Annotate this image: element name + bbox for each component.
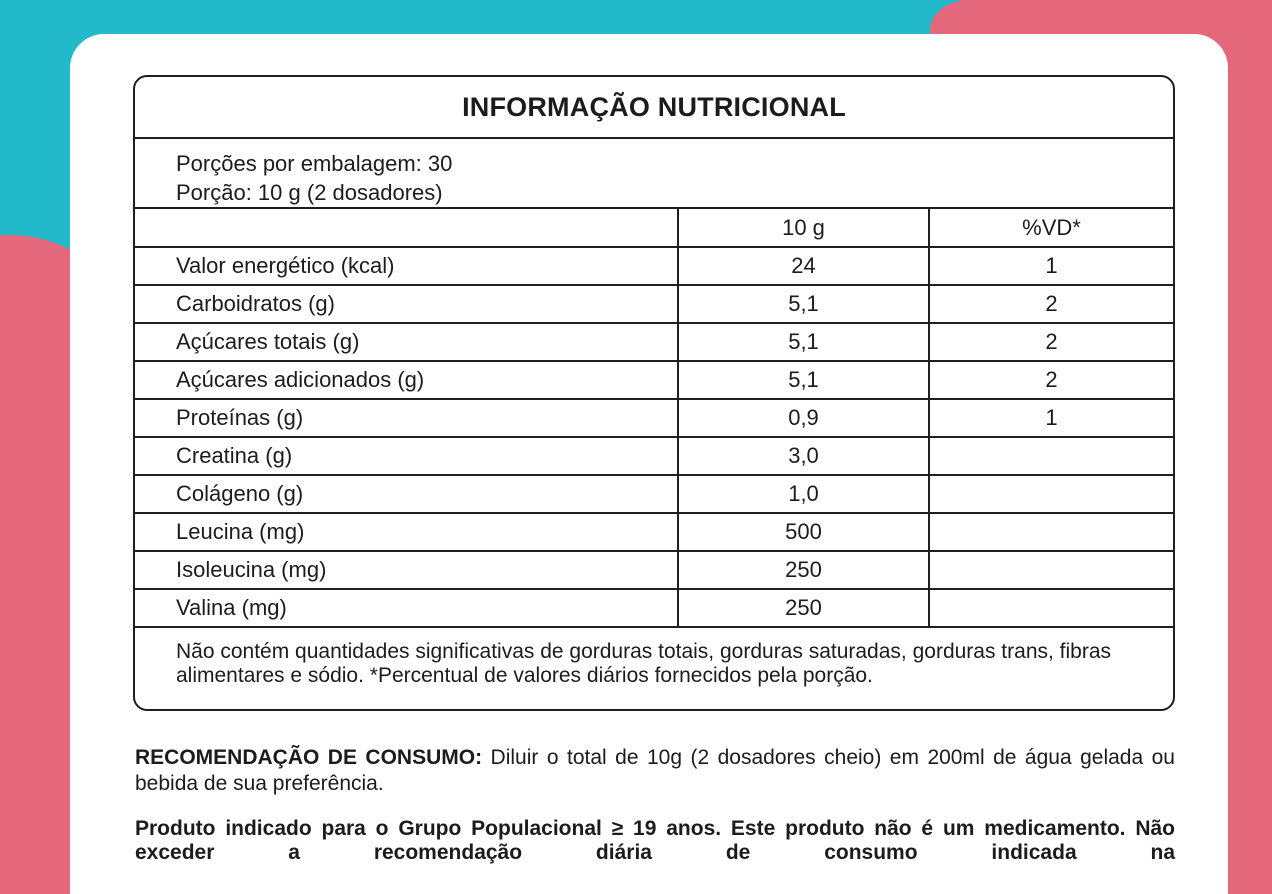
nutrition-table: [135, 209, 1173, 628]
nutrient-name: Valor energético (kcal): [135, 247, 678, 285]
nutrient-name: Açúcares adicionados (g): [135, 361, 678, 399]
nutrient-amount: 500: [678, 513, 929, 551]
nutrient-amount: 24: [678, 247, 929, 285]
table-row: [135, 247, 1173, 285]
table-row: [135, 437, 1173, 475]
nutrient-vd: [929, 589, 1173, 627]
header-name: [135, 209, 678, 247]
table-row: [135, 589, 1173, 627]
nutrition-footnote: Não contém quantidades significativas de gorduras totais, gorduras saturadas, gorduras trans, fibras alimentares e sódio. *Percentual de valores diários fornecidos pela porção.: [176, 640, 1112, 687]
portions-per-package: Porções por embalagem: 30: [176, 151, 453, 176]
nutrient-name: Valina (mg): [135, 589, 678, 627]
nutrition-title: INFORMAÇÃO NUTRICIONAL: [135, 77, 1173, 139]
nutrient-name: Açúcares totais (g): [135, 323, 678, 361]
table-row: [135, 551, 1173, 589]
recommendation-text: Diluir o total de 10g (2 dosadores cheio) em 200ml de água gelada ou bebida de sua preferência.: [135, 746, 1175, 795]
nutrient-vd: [929, 437, 1173, 475]
nutrient-amount: 5,1: [678, 361, 929, 399]
table-row: [135, 361, 1173, 399]
portion-size: Porção: 10 g (2 dosadores): [176, 180, 443, 205]
consumption-recommendation: [135, 745, 1175, 797]
header-amount: 10 g: [678, 209, 929, 247]
recommendation-heading: RECOMENDAÇÃO DE CONSUMO:: [135, 746, 483, 769]
nutrient-vd: [929, 513, 1173, 551]
nutrient-vd: 2: [929, 361, 1173, 399]
nutrient-amount: 250: [678, 551, 929, 589]
nutrient-name: Carboidratos (g): [135, 285, 678, 323]
nutrient-name: Creatina (g): [135, 437, 678, 475]
table-header-row: [135, 209, 1173, 247]
table-row: [135, 323, 1173, 361]
nutrient-vd: 2: [929, 285, 1173, 323]
nutrient-name: Colágeno (g): [135, 475, 678, 513]
nutrient-amount: 5,1: [678, 285, 929, 323]
table-row: [135, 285, 1173, 323]
table-row: [135, 513, 1173, 551]
nutrient-vd: 1: [929, 399, 1173, 437]
nutrient-amount: 250: [678, 589, 929, 627]
nutrient-name: Proteínas (g): [135, 399, 678, 437]
table-row: [135, 399, 1173, 437]
nutrient-amount: 1,0: [678, 475, 929, 513]
nutrition-facts-panel: [133, 75, 1175, 711]
nutrient-vd: [929, 551, 1173, 589]
nutrient-vd: [929, 475, 1173, 513]
nutrient-name: Leucina (mg): [135, 513, 678, 551]
nutrient-vd: 1: [929, 247, 1173, 285]
nutrient-amount: 3,0: [678, 437, 929, 475]
nutrient-name: Isoleucina (mg): [135, 551, 678, 589]
portion-info: [135, 139, 1173, 209]
nutrient-vd: 2: [929, 323, 1173, 361]
header-vd: %VD*: [929, 209, 1173, 247]
nutrient-amount: 5,1: [678, 323, 929, 361]
table-row: [135, 475, 1173, 513]
population-warning: Produto indicado para o Grupo Populacional ≥ 19 anos. Este produto não é um medicamento. Não exceder a recomendação diária de consumo indicada na: [135, 817, 1175, 864]
nutrient-amount: 0,9: [678, 399, 929, 437]
